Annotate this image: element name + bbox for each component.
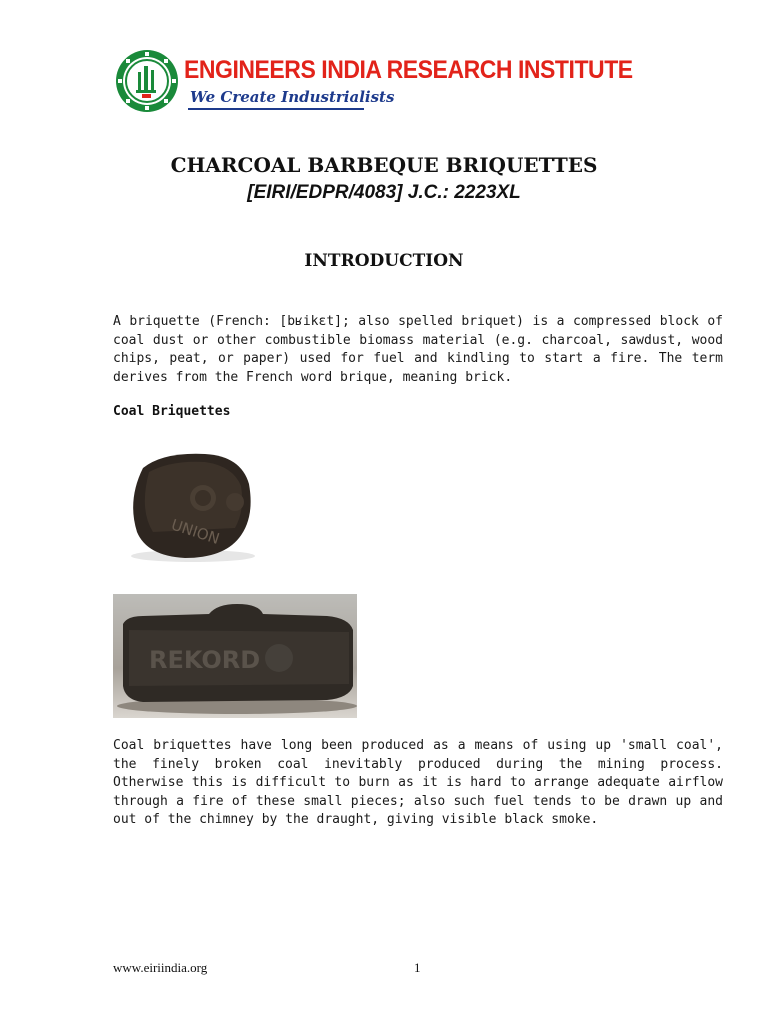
rekord-emboss-text: REKORD xyxy=(149,646,261,674)
footer-website[interactable]: www.eiriindia.org xyxy=(113,960,208,975)
section-heading-introduction: INTRODUCTION xyxy=(304,251,464,271)
union-emboss-text: UNION xyxy=(168,515,222,549)
page-number: 1 xyxy=(414,960,421,975)
logo-wordmark: ENGINEERS INDIA RESEARCH INSTITUTE xyxy=(184,56,633,84)
intro-paragraph: A briquette (French: [bʁikɛt]; also spelled briquet) is a compressed block of coal dust or other combustible biomass material (e.g. charcoal, sawdust, wood chips, peat, or paper) used for fuel and kindling to start a fire. The term derives from the French word brique, meaning brick. xyxy=(113,314,723,385)
logo-tagline: We Create Industrialists xyxy=(190,88,395,106)
coal-briquette-union-photo xyxy=(113,440,273,570)
eiri-seal-icon xyxy=(114,48,180,114)
document-code: [EIRI/EDPR/4083] J.C.: 2223XL xyxy=(247,182,521,203)
coal-briquettes-paragraph: Coal briquettes have long been produced as a means of using up 'small coal', the finely broken coal inevitably produced during the mining process. Otherwise this is difficult to burn as it is hard to arrange adequate airflow through a fire of these small pieces; also such fuel tends to be drawn up and out of the chimney by the draught, giving visible black smoke. xyxy=(113,738,723,827)
tagline-underline xyxy=(188,108,364,110)
institute-logo xyxy=(114,48,633,118)
coal-briquette-rekord-photo xyxy=(113,594,357,718)
coal-briquettes-heading: Coal Briquettes xyxy=(113,404,231,419)
document-title: CHARCOAL BARBEQUE BRIQUETTES xyxy=(170,153,598,177)
